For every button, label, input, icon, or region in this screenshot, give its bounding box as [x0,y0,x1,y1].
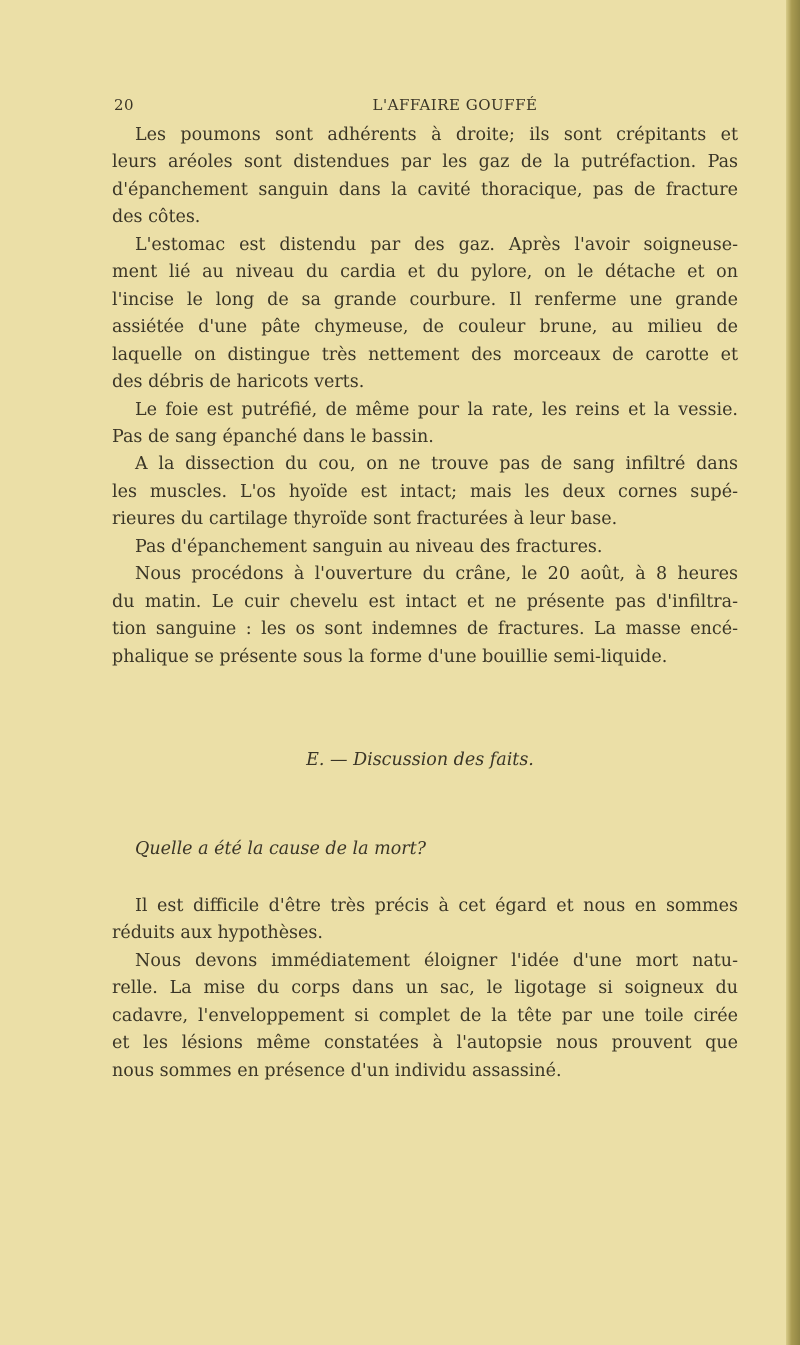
text-line: relle. La mise du corps dans un sac, le ligotage si soigneux du [112,978,738,999]
text-line: Les poumons sont adhérents à droite; ils sont crépitants et [135,125,738,145]
text-line: Nous devons immédiatement éloigner l'idée d'une mort natu- [135,950,738,971]
text-line: Pas de sang épanché dans le bassin. [112,426,434,447]
text-line: ment lié au niveau du cardia et du pylore, on le détache et on [112,262,738,283]
text-line: Le foie est putréfié, de même pour la rate, les reins et la vessie. [135,399,738,420]
text-line: rieures du cartilage thyroïde sont fracturées à leur base. [112,509,618,530]
text-line: A la dissection du cou, on ne trouve pas de sang infiltré dans [135,454,738,475]
running-title: L'AFFAIRE GOUFFÉ [372,96,538,114]
text-line: L'estomac est distendu par des gaz. Après l'avoir soigneuse- [135,234,738,255]
text-line: phalique se présente sous la forme d'une bouillie semi-liquide. [112,646,668,667]
text-line: tion sanguine : les os sont indemnes de fractures. La masse encé- [112,619,738,640]
subsection-question: Quelle a été la cause de la mort? [135,839,427,859]
page-number: 20 [114,96,135,114]
text-line: d'épanchement sanguin dans la cavité thoracique, pas de fracture [112,179,738,200]
text-line: des côtes. [112,207,201,228]
text-line: cadavre, l'enveloppement si complet de la tête par une toile cirée [112,1005,738,1026]
text-line: des débris de haricots verts. [112,372,365,393]
text-line: et les lésions même constatées à l'autopsie nous prouvent que [112,1033,738,1054]
text-line: assiétée d'une pâte chymeuse, de couleur brune, au milieu de [112,317,738,338]
text-line: les muscles. L'os hyoïde est intact; mais les deux cornes supé- [112,481,738,502]
text-line: leurs aréoles sont distendues par les gaz de la putréfaction. Pas [112,152,738,173]
text-line: Nous procédons à l'ouverture du crâne, le 20 août, à 8 heures [135,564,738,585]
page-edge-shadow [786,0,800,1345]
text-line: nous sommes en présence d'un individu assassiné. [112,1060,562,1081]
text-line: l'incise le long de sa grande courbure. Il renferme une grande [112,289,738,310]
text-line: Il est difficile d'être très précis à cet égard et nous en sommes [135,896,738,916]
text-line: réduits aux hypothèses. [112,923,323,944]
section-heading: E. — Discussion des faits. [306,750,534,770]
text-line: laquelle on distingue très nettement des morceaux de carotte et [112,344,738,365]
text-line: Pas d'épanchement sanguin au niveau des fractures. [135,536,603,557]
text-line: du matin. Le cuir chevelu est intact et ne présente pas d'infiltra- [112,591,738,612]
